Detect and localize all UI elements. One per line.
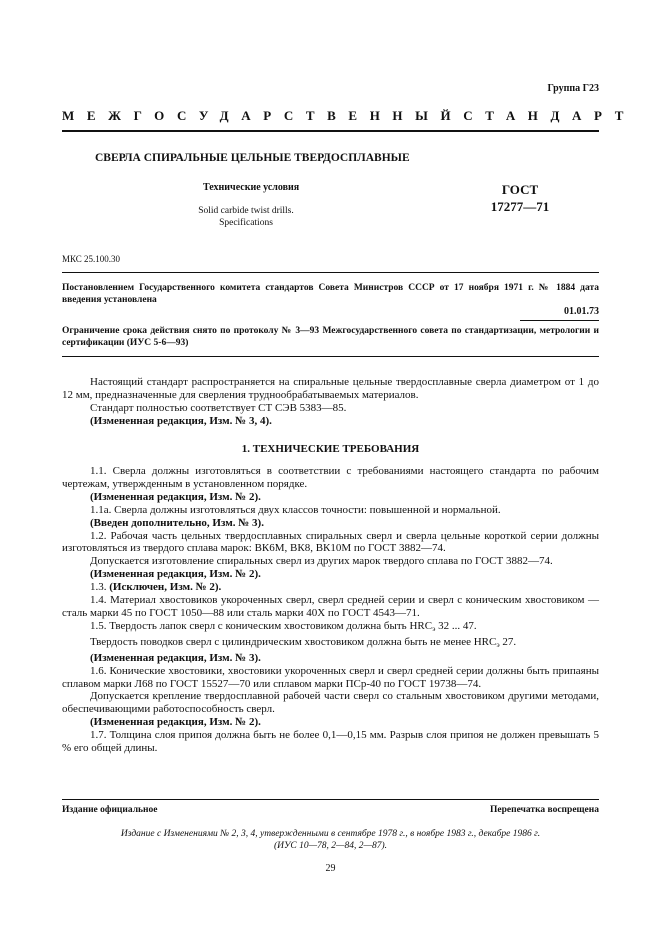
clause-1-4: 1.4. Материал хвостовиков укороченных сверл, сверл средней серии и сверл с коническим хвостовиком — сталь марки 45 по ГОСТ 1050—88 или сталь марки 40Х по ГОСТ 4543—71. [62, 594, 599, 619]
clause-1-1a-edition: (Введен дополнительно, Изм. № 3). [90, 516, 264, 529]
group-code: Группа Г23 [547, 83, 599, 94]
english-title [176, 205, 316, 229]
clause-1-5b-value: 27. [499, 635, 517, 648]
intro-edition-note: (Измененная редакция, Изм. № 3, 4). [90, 414, 272, 427]
clause-1-5 [62, 620, 599, 636]
clause-1-1-edition: (Измененная редакция, Изм. № 2). [90, 490, 261, 503]
english-title-line2: Specifications [219, 218, 273, 228]
section-body [62, 465, 599, 755]
clause-1-5-text: 1.5. Твердость лапок сверл с коническим хвостовиком должна быть HRC [90, 619, 433, 632]
gost-designation [485, 181, 555, 215]
clause-1-5-range: 32 ... 47. [435, 619, 477, 632]
restriction-divider [62, 356, 599, 357]
clause-1-5b-text: Твердость поводков сверл с цилиндрическим хвостовиком должна быть не менее HRC [90, 635, 497, 648]
mks-code: МКС 25.100.30 [62, 254, 121, 264]
clause-1-3-excluded: (Исключен, Изм. № 2). [109, 581, 222, 594]
intro-paragraph: Настоящий стандарт распространяется на спиральные цельные твердосплавные сверла диаметром от 1 до 12 мм, предназначенные для сверления труднообрабатываемых материалов. [62, 376, 599, 401]
decree-text: Постановлением Государственного комитета стандартов Совета Министров СССР от 17 ноября 1971 г. № 1884 дата введения установлена [62, 283, 599, 305]
clause-1-5-shanks [62, 636, 599, 652]
english-title-line1: Solid carbide twist drills. [198, 206, 294, 216]
clause-1-6-allowance: Допускается крепление твердосплавной рабочей части сверл со стальным хвостовиком другими методами, обеспечивающими работоспособность сверл. [62, 690, 599, 716]
document-subtitle: Технические условия [203, 182, 300, 193]
banner-left-word: МЕЖГОСУДАРСТВЕННЫЙ [62, 108, 464, 123]
clause-1-6-edition: (Измененная редакция, Изм. № 2). [90, 716, 261, 729]
amendments-note [62, 828, 599, 852]
clause-1-3 [62, 581, 599, 594]
standard-banner [62, 108, 637, 124]
effective-date: 01.01.73 [564, 306, 599, 317]
page-number: 29 [325, 863, 336, 874]
clause-1-3-number: 1.3. [90, 581, 107, 594]
clause-1-6: 1.6. Конические хвостовики, хвостовики укороченных сверл и сверл средней серии должны быть припаяны сплавом марки Л68 по ГОСТ 15527—70 или сплавом марки ПСр-40 по ГОСТ 19738—74. [62, 664, 599, 690]
mks-divider [62, 272, 599, 273]
amendments-note-line1: Издание с Изменениями № 2, 3, 4, утвержденными в сентябре 1978 г., в ноябре 1983 г., декабре 1986 г. [120, 829, 541, 839]
section-heading: 1. ТЕХНИЧЕСКИЕ ТРЕБОВАНИЯ [241, 443, 420, 455]
gost-label: ГОСТ [501, 182, 539, 197]
clause-1-1a: 1.1а. Сверла должны изготовляться двух классов точности: повышенной и нормальной. [90, 503, 501, 516]
gost-number: 17277—71 [490, 199, 550, 214]
clause-1-2-edition: (Измененная редакция, Изм. № 2). [90, 568, 261, 581]
clause-1-2-allowance: Допускается изготовление спиральных сверл из других марок твердого сплава по ГОСТ 3882—74. [90, 555, 553, 568]
reprint-prohibited-label: Перепечатка воспрещена [489, 805, 599, 815]
amendments-note-line2: (ИУС 10—78, 2—84, 2—87). [273, 841, 387, 851]
banner-right-word: СТАНДАРТ [463, 108, 637, 123]
official-edition-label: Издание официальное [62, 805, 158, 815]
clause-1-1: 1.1. Сверла должны изготовляться в соответствии с требованиями настоящего стандарта по рабочим чертежам, утвержденным в установленном порядке. [62, 465, 599, 490]
hrc-subscript: э [432, 623, 436, 633]
intro-block [62, 376, 599, 428]
date-underline [520, 320, 599, 321]
clause-1-2: 1.2. Рабочая часть цельных твердосплавных спиральных сверл и сверла цельные короткой серии должны изготовляться из твердого сплава марок: ВК6М, ВК8, ВК10М по ГОСТ 3882—74. [62, 529, 599, 555]
clause-1-5-edition: (Измененная редакция, Изм. № 3). [90, 651, 261, 664]
intro-conformity: Стандарт полностью соответствует СТ СЭВ 5383—85. [90, 401, 347, 414]
hrc-subscript: э [496, 639, 500, 649]
header-divider [62, 130, 599, 132]
footer-divider [62, 799, 599, 800]
clause-1-7: 1.7. Толщина слоя припоя должна быть не более 0,1—0,15 мм. Разрыв слоя припоя не должен превышать 5 % его общей длины. [62, 729, 599, 755]
document-title: СВЕРЛА СПИРАЛЬНЫЕ ЦЕЛЬНЫЕ ТВЕРДОСПЛАВНЫЕ [95, 152, 410, 164]
restriction-text: Ограничение срока действия снято по протоколу № 3—93 Межгосударственного совета по стандартизации, метрологии и сертификации (ИУС 5-6—93) [62, 326, 599, 348]
